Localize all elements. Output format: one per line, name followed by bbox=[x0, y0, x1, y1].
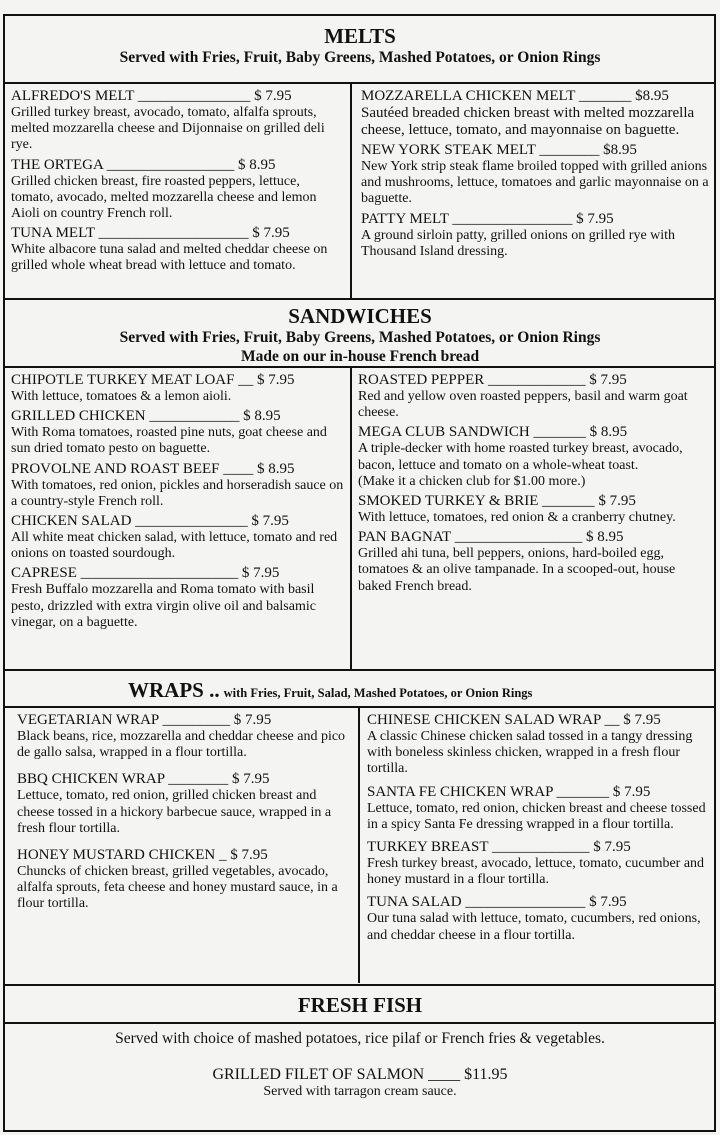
wraps-subtitle: with Fries, Fruit, Salad, Mashed Potatoes, or Onion Rings bbox=[223, 686, 533, 700]
menu-item bbox=[11, 461, 345, 510]
item-description: With Roma tomatoes, roasted pine nuts, goat cheese and sun dried tomato pesto on baguette. bbox=[11, 425, 327, 457]
divider bbox=[3, 298, 716, 300]
melts-title: MELTS bbox=[324, 24, 396, 48]
item-description: Black beans, rice, mozzarella and cheddar cheese and pico de gallo salsa, wrapped in a flour tortilla. bbox=[17, 729, 346, 761]
wraps-title: WRAPS .. bbox=[128, 678, 220, 702]
menu-item bbox=[11, 565, 345, 631]
item-description: A triple-decker with home roasted turkey breast, avocado, bacon, lettuce and tomato on a whole-wheat toast. bbox=[358, 441, 683, 473]
menu-item bbox=[367, 839, 709, 888]
item-name: PAN BAGNAT _________________ $ 8.95 bbox=[358, 529, 624, 546]
item-note: (Make it a chicken club for $1.00 more.) bbox=[358, 473, 586, 489]
melts-right-column bbox=[361, 88, 709, 296]
menu-item bbox=[367, 712, 709, 778]
item-description: Lettuce, tomato, red onion, chicken breast and cheese tossed in a spicy Santa Fe dressing wrapped in a flour tortilla. bbox=[367, 800, 706, 832]
column-divider bbox=[358, 707, 360, 983]
sandwiches-title: SANDWICHES bbox=[288, 304, 432, 328]
menu-item bbox=[358, 372, 709, 421]
item-description: Fresh turkey breast, avocado, lettuce, tomato, cucumber and honey mustard in a flour tortilla. bbox=[367, 856, 705, 888]
item-name: THE ORTEGA _________________ $ 8.95 bbox=[11, 156, 276, 173]
sandwiches-subtitle-bread: Made on our in-house French bread bbox=[240, 348, 480, 365]
divider bbox=[3, 82, 716, 84]
menu-item bbox=[11, 408, 345, 457]
menu-item bbox=[358, 493, 709, 526]
menu-item bbox=[358, 424, 709, 490]
item-description: Grilled chicken breast, fire roasted peppers, lettuce, tomato, avocado, melted mozzarella cheese and lemon Aioli on country French roll. bbox=[11, 173, 317, 222]
melts-subtitle: Served with Fries, Fruit, Baby Greens, Mashed Potatoes, or Onion Rings bbox=[119, 49, 601, 66]
menu-item bbox=[11, 157, 345, 223]
sandwiches-left-column bbox=[11, 372, 345, 666]
menu-item bbox=[11, 513, 345, 562]
divider bbox=[3, 1022, 716, 1024]
sandwiches-subtitle: Served with Fries, Fruit, Baby Greens, Mashed Potatoes, or Onion Rings bbox=[119, 329, 601, 346]
fish-served-with: Served with choice of mashed potatoes, rice pilaf or French fries & vegetables. bbox=[115, 1030, 605, 1047]
item-description: Grilled turkey breast, avocado, tomato, alfalfa sprouts, melted mozzarella cheese and Dijonnaise on grilled deli rye. bbox=[11, 105, 325, 153]
item-name: GRILLED CHICKEN ____________ $ 8.95 bbox=[11, 408, 281, 425]
melts-header bbox=[0, 24, 720, 67]
item-description: A classic Chinese chicken salad tossed in a tangy dressing with boneless skinless chicken, wrapped in a fresh flour tortilla. bbox=[367, 729, 693, 777]
item-name: SMOKED TURKEY & BRIE _______ $ 7.95 bbox=[358, 493, 636, 510]
menu-item bbox=[17, 847, 351, 913]
menu-item bbox=[358, 529, 709, 595]
item-name: HONEY MUSTARD CHICKEN _ $ 7.95 bbox=[17, 847, 268, 864]
fish-header bbox=[0, 993, 720, 1017]
item-description: Sautéed breaded chicken breast with melted mozzarella cheese, lettuce, tomato, and mayonnaise on baguette. bbox=[361, 105, 695, 138]
menu-item bbox=[361, 88, 709, 139]
menu-item bbox=[17, 712, 351, 761]
item-name: GRILLED FILET OF SALMON ____ $11.95 bbox=[212, 1066, 508, 1083]
wraps-right-column bbox=[367, 712, 709, 982]
item-name: BBQ CHICKEN WRAP ________ $ 7.95 bbox=[17, 771, 270, 788]
item-name: CHINESE CHICKEN SALAD WRAP __ $ 7.95 bbox=[367, 712, 661, 728]
item-name: PATTY MELT ________________ $ 7.95 bbox=[361, 210, 614, 227]
item-description: Red and yellow oven roasted peppers, basil and warm goat cheese. bbox=[358, 389, 688, 421]
item-name: CAPRESE _____________________ $ 7.95 bbox=[11, 565, 280, 582]
fish-title: FRESH FISH bbox=[297, 993, 423, 1017]
item-description: New York strip steak flame broiled topped with grilled anions and mushrooms, lettuce, tomatoes and garlic mayonnaise on a baguette. bbox=[361, 159, 709, 207]
item-name: CHICKEN SALAD _______________ $ 7.95 bbox=[11, 513, 289, 530]
item-name: TUNA SALAD ________________ $ 7.95 bbox=[367, 894, 627, 911]
menu-item bbox=[367, 894, 709, 943]
item-name: MEGA CLUB SANDWICH _______ $ 8.95 bbox=[358, 424, 628, 441]
item-description: Lettuce, tomato, red onion, grilled chicken breast and cheese tossed in a hickory barbecue sauce, wrapped in a fresh flour tortilla. bbox=[17, 788, 332, 836]
item-name: PROVOLNE AND ROAST BEEF ____ $ 8.95 bbox=[11, 460, 295, 477]
item-description: Grilled ahi tuna, bell peppers, onions, hard-boiled egg, tomatoes & an olive tampanade. In a scooped-out, house baked French bread. bbox=[358, 546, 676, 594]
item-description: A ground sirloin patty, grilled onions on grilled rye with Thousand Island dressing. bbox=[361, 227, 676, 259]
menu-item bbox=[17, 771, 351, 837]
sandwiches-header bbox=[0, 304, 720, 366]
item-name: CHIPOTLE TURKEY MEAT LOAF __ $ 7.95 bbox=[11, 372, 295, 388]
sandwiches-right-column bbox=[358, 372, 709, 666]
menu-item bbox=[11, 225, 345, 274]
item-name: ALFREDO'S MELT _______________ $ 7.95 bbox=[11, 88, 292, 104]
melts-left-column bbox=[11, 88, 345, 296]
menu-item bbox=[0, 1066, 720, 1100]
item-name: SANTA FE CHICKEN WRAP _______ $ 7.95 bbox=[367, 783, 651, 800]
item-description: White albacore tuna salad and melted cheddar cheese on grilled whole wheat bread with lettuce and tomato. bbox=[11, 242, 328, 274]
column-divider bbox=[350, 83, 352, 298]
item-description: Fresh Buffalo mozzarella and Roma tomato with basil pesto, drizzled with extra virgin olive oil and balsamic vinegar, on a baguette. bbox=[11, 582, 316, 630]
item-description: Our tuna salad with lettuce, tomato, cucumbers, red onions, and cheddar cheese in a flour tortilla. bbox=[367, 911, 701, 943]
item-description: Served with tarragon cream sauce. bbox=[263, 1084, 457, 1099]
wraps-left-column bbox=[17, 712, 351, 982]
item-name: VEGETARIAN WRAP _________ $ 7.95 bbox=[17, 712, 272, 728]
menu-item bbox=[361, 142, 709, 208]
divider bbox=[3, 984, 716, 986]
wraps-header bbox=[128, 678, 532, 702]
item-description: With lettuce, tomatoes, red onion & a cranberry chutney. bbox=[358, 510, 676, 526]
item-description: Chuncks of chicken breast, grilled vegetables, avocado, alfalfa sprouts, feta cheese and honey mustard sauce, in a flour tortilla. bbox=[17, 864, 338, 912]
item-name: TURKEY BREAST _____________ $ 7.95 bbox=[367, 839, 631, 856]
item-description: With lettuce, tomatoes & a lemon aioli. bbox=[11, 389, 232, 404]
item-name: NEW YORK STEAK MELT ________ $8.95 bbox=[361, 142, 637, 158]
menu-item bbox=[11, 372, 345, 405]
menu-item bbox=[11, 88, 345, 154]
divider bbox=[3, 669, 716, 671]
item-name: MOZZARELLA CHICKEN MELT _______ $8.95 bbox=[361, 88, 669, 104]
menu-item bbox=[367, 784, 709, 833]
item-description: With tomatoes, red onion, pickles and horseradish sauce on a country-style French roll. bbox=[11, 477, 344, 509]
item-name: TUNA MELT ____________________ $ 7.95 bbox=[11, 225, 290, 242]
menu-item bbox=[361, 211, 709, 260]
column-divider bbox=[350, 367, 352, 669]
divider bbox=[3, 366, 716, 368]
item-name: ROASTED PEPPER _____________ $ 7.95 bbox=[358, 372, 627, 388]
item-description: All white meat chicken salad, with lettuce, tomato and red onions on toasted sourdough. bbox=[11, 530, 338, 562]
